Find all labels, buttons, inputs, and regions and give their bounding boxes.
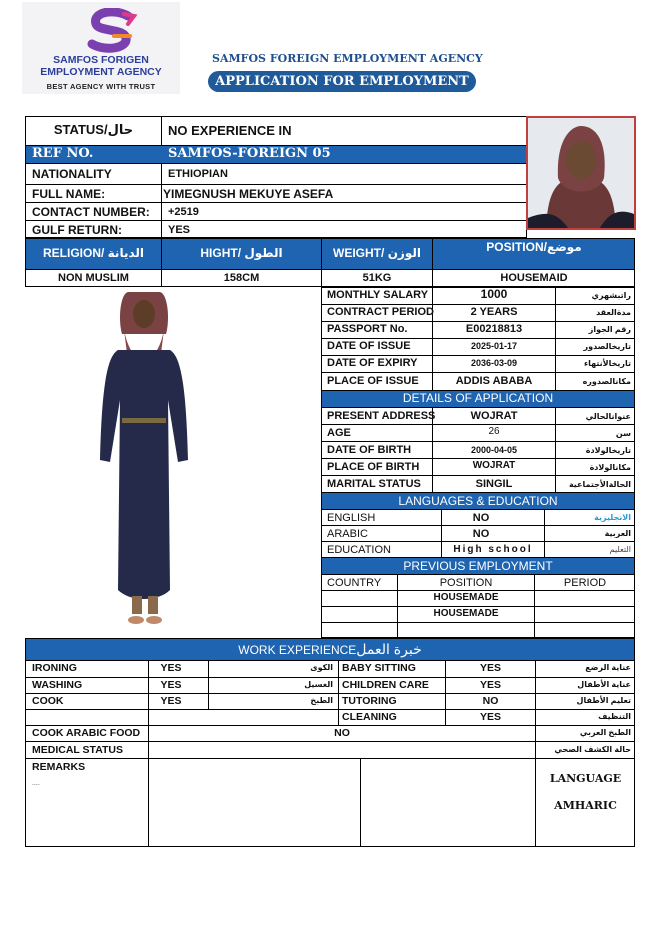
prev-position-header: POSITION: [439, 577, 493, 589]
medical-ar: حالة الكشف الصحي: [554, 745, 631, 754]
row-line: [321, 390, 635, 391]
washing-label: WASHING: [32, 679, 83, 691]
english-label: ENGLISH: [327, 512, 376, 524]
children-care-value: YES: [479, 679, 501, 691]
age-ar: سن: [615, 429, 631, 438]
tutoring-ar: تعليم الأطفال: [576, 696, 631, 705]
address-ar: عنوانالحالي: [585, 412, 631, 421]
ironing-value: YES: [160, 662, 182, 674]
cook-arabic-label: COOK ARABIC FOOD: [32, 727, 141, 739]
washing-value: YES: [160, 679, 182, 691]
cook-label: COOK: [32, 695, 64, 707]
issue-ar: تاريخالصدور: [583, 342, 631, 351]
logo-line-2: EMPLOYMENT AGENCY: [40, 66, 162, 78]
cleaning-ar: التنظيف: [598, 712, 631, 721]
religion-header: RELIGION/ الديانة: [42, 246, 145, 260]
gulf-label: GULF RETURN:: [32, 223, 122, 237]
passport-ar: رقم الجواز: [588, 325, 631, 334]
row-line: [25, 202, 527, 203]
contract-ar: مدةالعقد: [596, 308, 631, 317]
logo-s-icon: [84, 8, 138, 54]
row-line: [25, 184, 527, 185]
row-line: [25, 758, 635, 759]
position-header: POSITION/موضع: [486, 240, 582, 254]
full-body-photo: [98, 290, 190, 630]
nationality-value: ETHIOPIAN: [168, 168, 228, 180]
english-value: NO: [472, 512, 490, 524]
arabic-value: NO: [472, 528, 490, 540]
languages-title: LANGUAGES & EDUCATION: [322, 493, 634, 509]
children-care-label: CHILDREN CARE: [342, 679, 429, 691]
status-value: NO EXPERIENCE IN: [168, 123, 292, 138]
hight-header: HIGHT/ الطول: [200, 246, 283, 260]
ref-value: SAMFOS-FOREIGN 05: [168, 146, 331, 161]
expiry-ar: تاريخالأنتهاء: [584, 359, 631, 368]
application-title: DETAILS OF APPLICATION: [322, 390, 634, 407]
remarks-note: ....: [32, 780, 40, 787]
expiry-label: DATE OF EXPIRY: [327, 357, 418, 369]
passport-photo: [526, 116, 636, 230]
passport-value: E00218813: [465, 323, 523, 335]
logo-tagline: BEST AGENCY WITH TRUST: [46, 82, 156, 91]
education-ar: التعليم: [609, 545, 631, 554]
agency-logo: [22, 2, 180, 94]
passport-label: PASSPORT No.: [327, 323, 408, 335]
arabic-label: ARABIC: [327, 528, 368, 540]
place-issue-label: PLACE OF ISSUE: [327, 375, 419, 387]
cook-arabic-value: NO: [334, 727, 350, 739]
address-label: PRESENT ADDRESS: [327, 410, 436, 422]
marital-label: MARITAL STATUS: [327, 478, 421, 490]
education-label: EDUCATION: [327, 544, 391, 556]
tutoring-value: NO: [482, 695, 499, 707]
nationality-label: NATIONALITY: [32, 167, 112, 181]
contact-value: +2519: [168, 206, 199, 218]
children-care-ar: عناية الأطفال: [577, 680, 631, 689]
dob-ar: تاريخالولادة: [585, 446, 631, 455]
row-line: [25, 163, 527, 164]
place-issue-value: ADDIS ABABA: [455, 375, 533, 387]
salary-ar: راتبشهري: [591, 291, 631, 300]
issue-value: 2025-01-17: [470, 341, 518, 351]
col-line: [338, 660, 339, 725]
pob-ar: مكانالولادة: [589, 463, 631, 472]
washing-ar: الغسيل: [304, 680, 333, 689]
pob-value: WOJRAT: [472, 460, 516, 471]
dob-value: 2000-04-05: [470, 445, 518, 455]
place-issue-ar: مكانالصدوره: [582, 377, 631, 386]
language-label: LANGUAGE: [549, 772, 622, 785]
form-title-banner: APPLICATION FOR EMPLOYMENT: [208, 71, 476, 92]
expiry-value: 2036-03-09: [470, 358, 518, 368]
logo-line-1: SAMFOS FORIGEN: [53, 54, 149, 66]
gulf-value: YES: [168, 224, 191, 236]
cook-value: YES: [160, 695, 182, 707]
hight-value: 158CM: [223, 272, 260, 284]
address-value: WOJRAT: [470, 410, 518, 422]
age-value: 26: [488, 426, 500, 437]
cook-arabic-ar: الطبخ العربي: [579, 728, 631, 737]
tutoring-label: TUTORING: [342, 695, 397, 707]
row-line: [25, 220, 527, 221]
baby-sitting-ar: عناية الرضع: [585, 663, 631, 672]
marital-value: SINGIL: [475, 478, 513, 490]
education-value: High school: [453, 544, 533, 555]
prev-period-header: PERIOD: [563, 577, 607, 589]
portrait-icon: [528, 118, 634, 228]
agency-name: SAMFOS FOREIGN EMPLOYMENT AGENCY: [212, 52, 483, 65]
status-label: STATUS/حال: [53, 122, 134, 137]
prev-row-1-position: HOUSEMADE: [433, 592, 499, 603]
cleaning-label: CLEANING: [342, 711, 397, 723]
issue-label: DATE OF ISSUE: [327, 340, 411, 352]
medical-label: MEDICAL STATUS: [32, 744, 123, 756]
cleaning-value: YES: [479, 711, 501, 723]
prev-row-2-position: HOUSEMADE: [433, 608, 499, 619]
baby-sitting-label: BABY SITTING: [342, 662, 416, 674]
work-title: WORK EXPERIENCE: [238, 643, 357, 657]
work-title-ar: خبرة العمل: [356, 641, 422, 657]
contract-value: 2 YEARS: [470, 306, 518, 318]
ref-label: REF NO.: [32, 146, 94, 161]
religion-value: NON MUSLIM: [58, 272, 129, 284]
previous-title: PREVIOUS EMPLOYMENT: [322, 558, 634, 574]
position-value: HOUSEMAID: [500, 272, 568, 284]
cook-ar: الطبخ: [310, 696, 333, 705]
age-label: AGE: [327, 427, 351, 439]
fullname-label: FULL NAME:: [32, 187, 106, 201]
col-line: [360, 758, 361, 847]
marital-ar: الحالةالأجتماعية: [568, 480, 631, 489]
english-ar: الانجليزية: [594, 513, 631, 522]
contact-label: CONTACT NUMBER:: [32, 205, 150, 219]
ironing-ar: الكوى: [310, 663, 333, 672]
remarks-label: REMARKS: [32, 761, 86, 773]
pob-label: PLACE OF BIRTH: [327, 461, 420, 473]
salary-label: MONTHLY SALARY: [327, 289, 429, 301]
prev-country-header: COUNTRY: [327, 577, 382, 589]
row-line: [321, 492, 635, 493]
dob-label: DATE OF BIRTH: [327, 444, 412, 456]
weight-header: WEIGHT/ الوزن: [333, 246, 421, 260]
language-value: AMHARIC: [554, 799, 617, 812]
contract-label: CONTRACT PERIOD: [327, 306, 434, 318]
weight-value: 51KG: [362, 272, 392, 284]
fullname-value: YIMEGNUSH MEKUYE ASEFA: [163, 187, 334, 201]
arabic-ar: العربية: [604, 529, 631, 538]
ironing-label: IRONING: [32, 662, 77, 674]
baby-sitting-value: YES: [479, 662, 501, 674]
salary-value: 1000: [480, 287, 508, 301]
row-line: [321, 622, 635, 623]
